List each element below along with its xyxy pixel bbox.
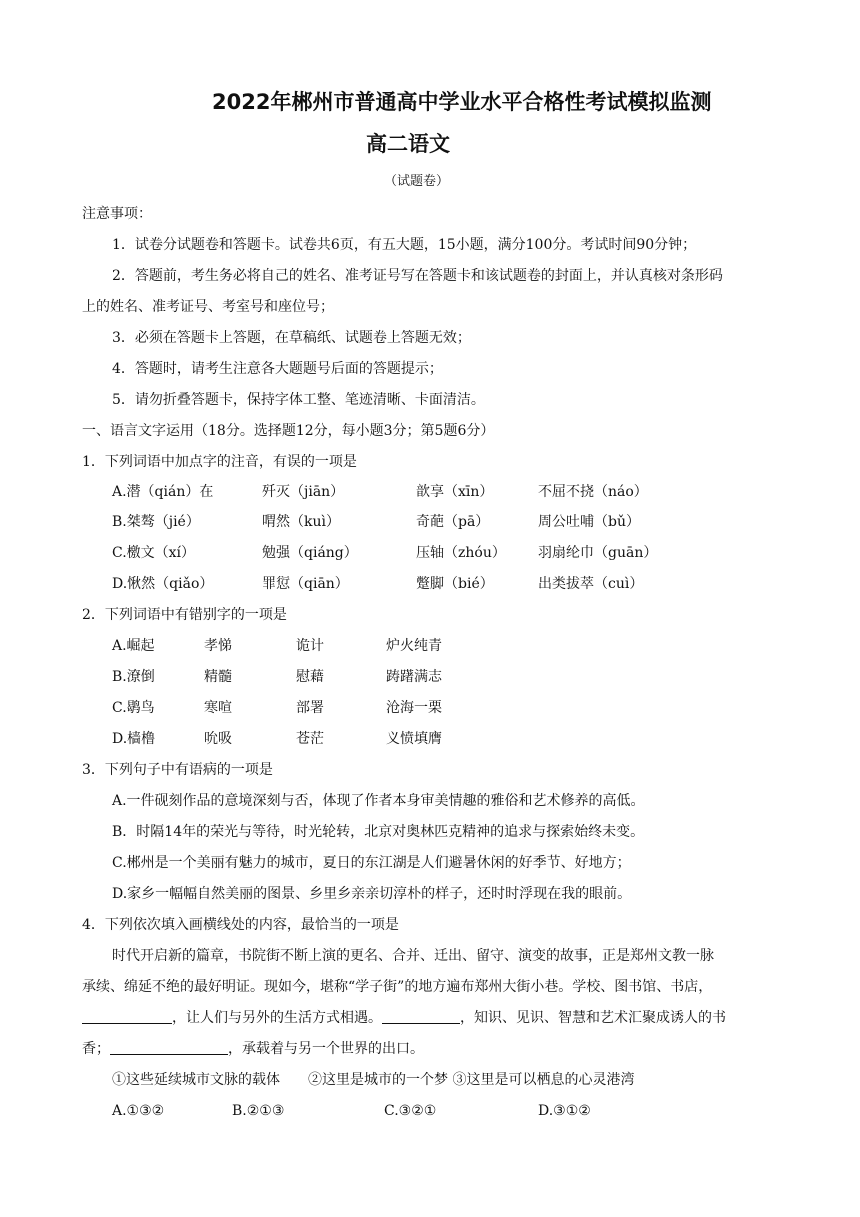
q1-option-cell: 出类拔萃（cuì） [538, 576, 644, 592]
q1-option-cell: 勉强（qiáng） [262, 545, 358, 561]
q1-option-cell: 歆享（xīn） [416, 484, 494, 500]
section-heading: 一、语言文字运用（18分。选择题12分，每小题3分；第5题6分） [82, 423, 495, 439]
q4-passage-line: 承续、绵延不绝的最好明证。现如今，堪称“学子街”的地方遍布郑州大街小巷。学校、图书馆、书店， [82, 979, 713, 995]
exam-subject: 高二语文 [366, 132, 450, 156]
notice-item: 1．试卷分试题卷和答题卡。试卷共6页，有五大题，15小题，满分100分。考试时间90分钟； [112, 237, 697, 253]
q2-option-cell: 吮吸 [204, 731, 232, 747]
question-stem: 4．下列依次填入画横线处的内容，最恰当的一项是 [82, 917, 399, 933]
q1-option-cell: D.愀然（qiǎo） [112, 576, 214, 592]
q2-option-cell: 部署 [296, 700, 324, 716]
q2-option-cell: 沧海一栗 [386, 700, 442, 716]
notice-item: 2．答题前，考生务必将自己的姓名、准考证号写在答题卡和该试题卷的封面上，并认真核对条形码 [112, 268, 723, 284]
fill-blank [110, 1040, 228, 1055]
fill-blank [82, 1009, 172, 1024]
q1-option-cell: 喟然（kuì） [262, 514, 340, 530]
notice-item: 3．必须在答题卡上答题，在草稿纸、试题卷上答题无效； [112, 330, 471, 346]
q1-option-cell: 蹩脚（bié） [416, 576, 494, 592]
q4-passage-line [82, 1008, 726, 1028]
fill-blank [382, 1009, 460, 1024]
q1-option-cell: A.潜（qián）在 [112, 484, 214, 500]
question-stem: 2．下列词语中有错别字的一项是 [82, 607, 287, 623]
q1-option-cell: 羽扇纶巾（guān） [538, 545, 658, 561]
q3-option: B．时隔14年的荣光与等待，时光轮转，北京对奥林匹克精神的追求与探索始终未变。 [112, 824, 645, 840]
q3-option: D.家乡一幅幅自然美丽的图景、乡里乡亲亲切淳朴的样子，还时时浮现在我的眼前。 [112, 886, 632, 902]
q4-choices: ①这些延续城市文脉的载体 ②这里是城市的一个梦 ③这里是可以栖息的心灵港湾 [112, 1072, 635, 1088]
q4-passage-line: 时代开启新的篇章，书院街不断上演的更名、合并、迁出、留守、演变的故事，正是郑州文教一脉 [112, 948, 714, 964]
question-stem: 3．下列句子中有语病的一项是 [82, 762, 273, 778]
q4-passage-fragment: ，承载着与另一个世界的出口。 [228, 1041, 424, 1057]
q2-option-cell: 义愤填膺 [386, 731, 442, 747]
q4-passage-line [82, 1039, 424, 1059]
exam-title: 2022年郴州市普通高中学业水平合格性考试模拟监测 [212, 90, 712, 114]
q4-answer-option: B.②①③ [232, 1103, 285, 1119]
notice-item: 4．答题时，请考生注意各大题题号后面的答题提示； [112, 361, 443, 377]
q4-answer-option: C.③②① [384, 1103, 437, 1119]
q2-option-cell: B.潦倒 [112, 669, 155, 685]
q2-option-cell: 苍茫 [296, 731, 324, 747]
q1-option-cell: 周公吐哺（bǔ） [538, 514, 640, 530]
question-stem: 1．下列词语中加点字的注音，有误的一项是 [82, 454, 357, 470]
q1-option-cell: 压轴（zhóu） [416, 545, 506, 561]
q4-passage-fragment: 香； [82, 1041, 110, 1057]
notice-item: 5．请勿折叠答题卡，保持字体工整、笔迹清晰、卡面清洁。 [112, 392, 485, 408]
q1-option-cell: 不屈不挠（náo） [538, 484, 648, 500]
q2-option-cell: 精髓 [204, 669, 232, 685]
q4-answer-option: D.③①② [538, 1103, 591, 1119]
q2-option-cell: A.崛起 [112, 638, 155, 654]
q2-option-cell: 诡计 [296, 638, 324, 654]
q3-option: C.郴州是一个美丽有魅力的城市，夏日的东江湖是人们避暑休闲的好季节、好地方； [112, 855, 631, 871]
q4-passage-fragment: ，知识、见识、智慧和艺术汇聚成诱人的书 [460, 1010, 726, 1026]
paper-type: （试题卷） [384, 174, 450, 189]
notice-heading: 注意事项： [82, 206, 152, 222]
q2-option-cell: 炉火纯青 [386, 638, 442, 654]
q1-option-cell: C.檄文（xí） [112, 545, 196, 561]
q2-option-cell: D.樯橹 [112, 731, 156, 747]
q4-answer-option: A.①③② [112, 1103, 165, 1119]
q4-passage-fragment: ，让人们与另外的生活方式相遇。 [172, 1010, 382, 1026]
q3-option: A.一件砚刻作品的意境深刻与否，体现了作者本身审美情趣的雅俗和艺术修养的高低。 [112, 793, 645, 809]
q1-option-cell: 奇葩（pā） [416, 514, 490, 530]
q2-option-cell: 慰藉 [296, 669, 324, 685]
q2-option-cell: 孝悌 [204, 638, 232, 654]
q1-option-cell: 歼灭（jiān） [262, 484, 345, 500]
q2-option-cell: C.鹖鸟 [112, 700, 155, 716]
q2-option-cell: 寒喧 [204, 700, 232, 716]
q1-option-cell: 罪愆（qiān） [262, 576, 349, 592]
q2-option-cell: 踌躇满志 [386, 669, 442, 685]
q1-option-cell: B.桀骜（jié） [112, 514, 200, 530]
notice-item: 上的姓名、准考证号、考室号和座位号； [82, 299, 334, 315]
